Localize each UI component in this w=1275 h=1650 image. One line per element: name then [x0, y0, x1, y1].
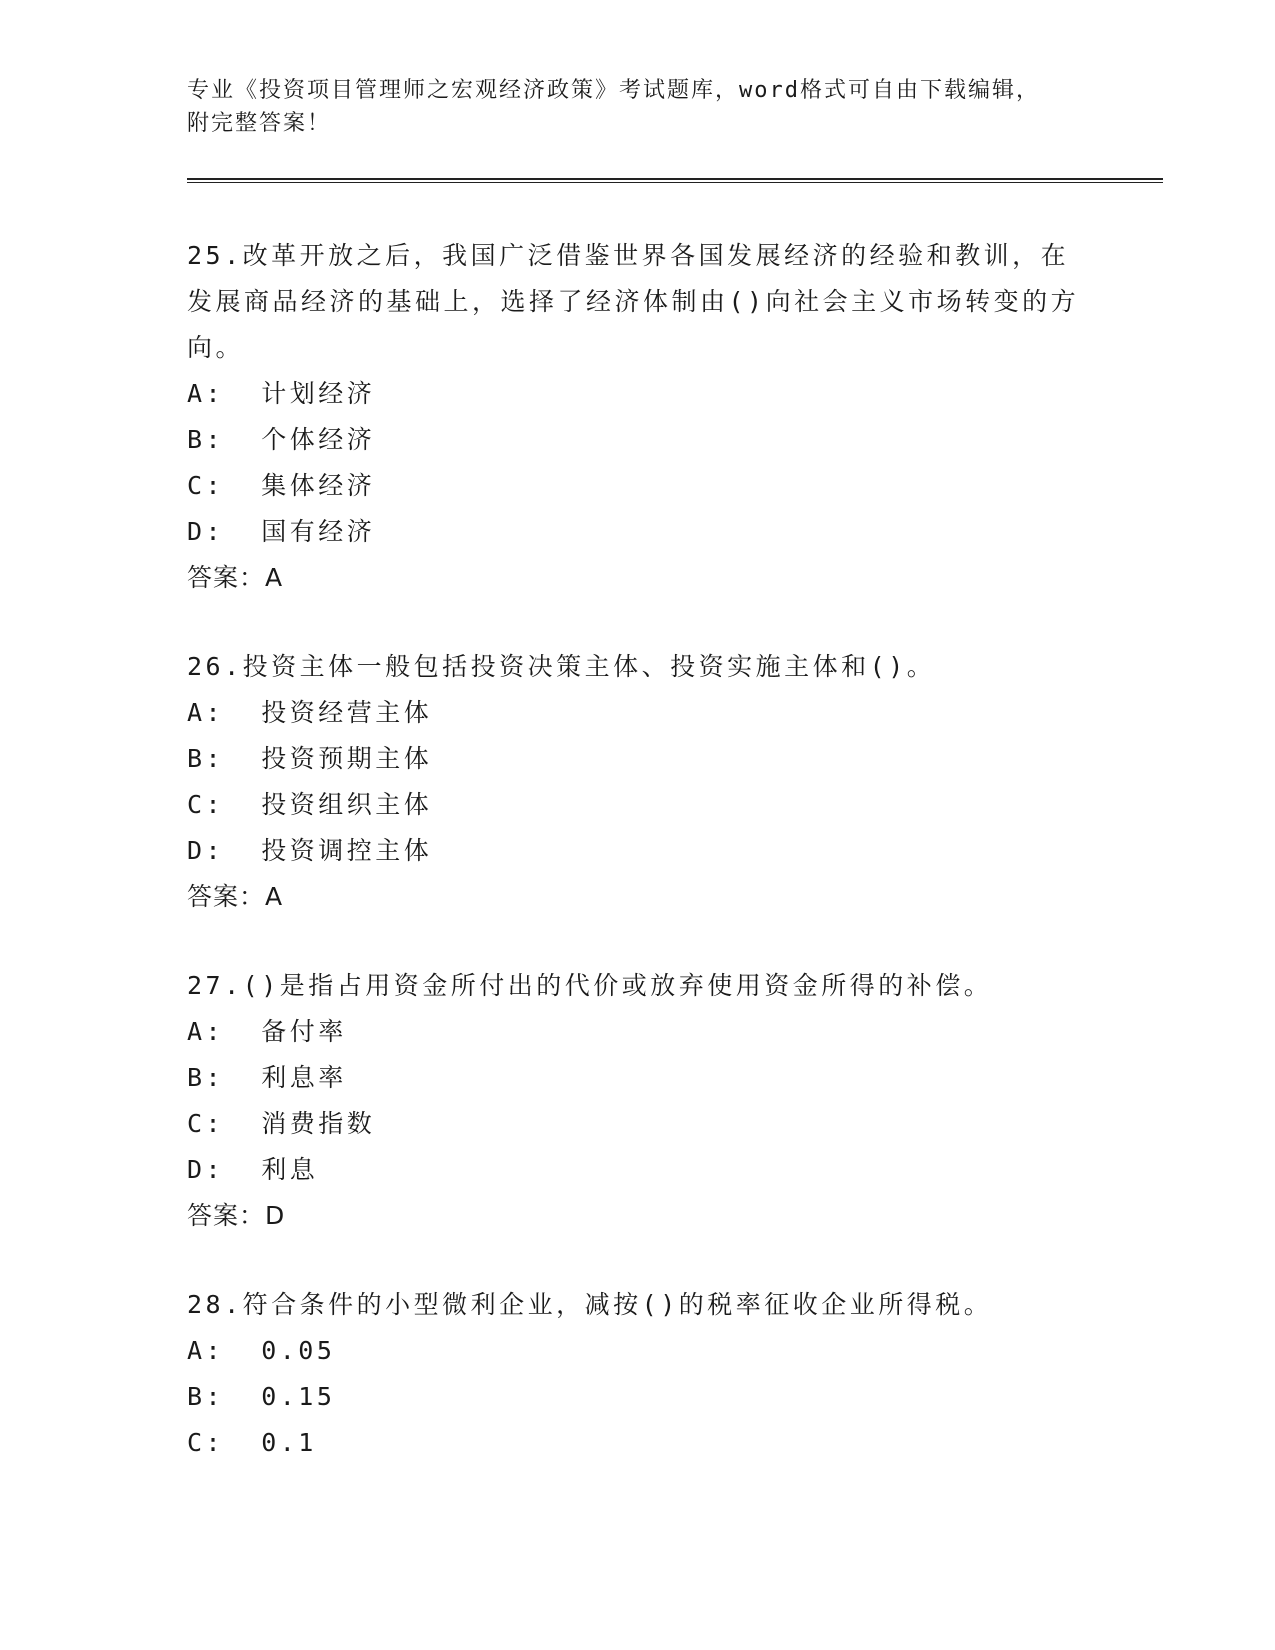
- option-a: A: 备付率: [187, 1017, 347, 1046]
- answer-line: 答案：D: [187, 1201, 286, 1230]
- option-a: A: 投资经营主体: [187, 698, 433, 727]
- option-b: B: 投资预期主体: [187, 744, 433, 773]
- option-c: C: 消费指数: [187, 1109, 376, 1138]
- header-line-2: 附完整答案！: [187, 111, 332, 136]
- question-27: [187, 963, 1087, 1239]
- option-c: C: 0.1: [187, 1428, 317, 1457]
- answer-line: 答案：A: [187, 563, 284, 592]
- option-d: D: 国有经济: [187, 517, 376, 546]
- question-28: [187, 1282, 1087, 1466]
- option-b: B: 个体经济: [187, 425, 376, 454]
- option-d: D: 利息: [187, 1155, 319, 1184]
- document-header: [187, 74, 1107, 140]
- question-stem: 28.符合条件的小型微利企业，减按()的税率征收企业所得税。: [187, 1290, 993, 1319]
- header-divider: [187, 178, 1163, 183]
- question-25: [187, 233, 1087, 601]
- option-b: B: 利息率: [187, 1063, 347, 1092]
- question-stem: 26.投资主体一般包括投资决策主体、投资实施主体和()。: [187, 652, 936, 681]
- option-c: C: 集体经济: [187, 471, 376, 500]
- answer-line: 答案：A: [187, 882, 284, 911]
- question-stem: 25.改革开放之后，我国广泛借鉴世界各国发展经济的经验和教训，在发展商品经济的基础上，选择了经济体制由()向社会主义市场转变的方向。: [187, 241, 1080, 362]
- question-stem: 27.()是指占用资金所付出的代价或放弃使用资金所得的补偿。: [187, 971, 993, 1000]
- option-a: A: 0.05: [187, 1336, 336, 1365]
- option-d: D: 投资调控主体: [187, 836, 433, 865]
- option-a: A: 计划经济: [187, 379, 376, 408]
- question-list: [187, 233, 1087, 1509]
- header-line-1: 专业《投资项目管理师之宏观经济政策》考试题库，word格式可自由下载编辑，: [187, 78, 1040, 103]
- option-b: B: 0.15: [187, 1382, 336, 1411]
- option-c: C: 投资组织主体: [187, 790, 433, 819]
- question-26: [187, 644, 1087, 920]
